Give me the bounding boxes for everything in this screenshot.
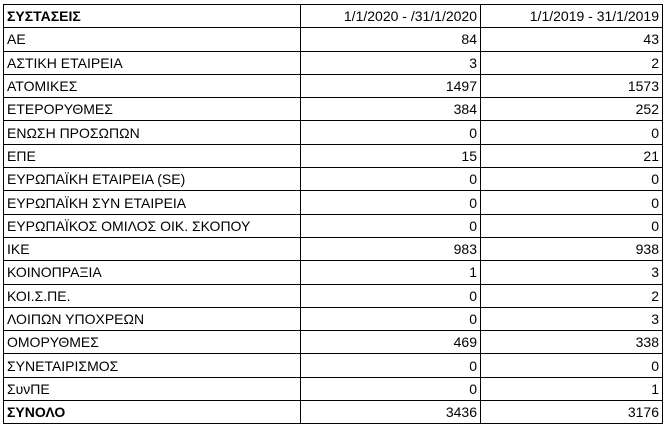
header-row <box>4 5 663 28</box>
row-name: ΚΟΙ.Σ.ΠΕ. <box>4 284 301 307</box>
row-value-2019: 0 <box>481 121 663 144</box>
table-row <box>4 377 663 400</box>
registrations-table <box>3 4 663 424</box>
row-name: ΑΣΤΙΚΗ ΕΤΑΙΡΕΙΑ <box>4 51 301 74</box>
total-value-2020: 3436 <box>301 401 481 424</box>
row-value-2019: 338 <box>481 331 663 354</box>
row-value-2020: 983 <box>301 237 481 260</box>
row-value-2020: 1 <box>301 261 481 284</box>
total-row <box>4 401 663 424</box>
row-name: ΕΥΡΩΠΑΪΚΗ ΕΤΑΙΡΕΙΑ (SE) <box>4 168 301 191</box>
row-value-2020: 1497 <box>301 74 481 97</box>
row-name: ΕΥΡΩΠΑΪΚΗ ΣΥΝ ΕΤΑΙΡΕΙΑ <box>4 191 301 214</box>
table-row <box>4 331 663 354</box>
row-name: ΣυνΠΕ <box>4 377 301 400</box>
row-value-2020: 0 <box>301 284 481 307</box>
row-name: ΕΝΩΣΗ ΠΡΟΣΩΠΩΝ <box>4 121 301 144</box>
row-value-2019: 43 <box>481 28 663 51</box>
row-value-2020: 0 <box>301 354 481 377</box>
table-row <box>4 28 663 51</box>
row-value-2020: 0 <box>301 377 481 400</box>
table-row <box>4 214 663 237</box>
row-value-2019: 0 <box>481 354 663 377</box>
table-row <box>4 354 663 377</box>
row-value-2020: 469 <box>301 331 481 354</box>
total-value-2019: 3176 <box>481 401 663 424</box>
table-row <box>4 261 663 284</box>
table-row <box>4 237 663 260</box>
header-period-2019: 1/1/2019 - 31/1/2019 <box>481 5 663 28</box>
row-value-2019: 2 <box>481 284 663 307</box>
row-value-2019: 0 <box>481 214 663 237</box>
row-value-2020: 3 <box>301 51 481 74</box>
row-value-2019: 938 <box>481 237 663 260</box>
table-row <box>4 98 663 121</box>
row-name: ΙΚΕ <box>4 237 301 260</box>
row-name: ΕΥΡΩΠΑΪΚΟΣ ΟΜΙΛΟΣ ΟΙΚ. ΣΚΟΠΟΥ <box>4 214 301 237</box>
row-name: ΣΥΝΕΤΑΙΡΙΣΜΟΣ <box>4 354 301 377</box>
row-name: ΟΜΟΡΥΘΜΕΣ <box>4 331 301 354</box>
row-value-2019: 0 <box>481 168 663 191</box>
row-value-2019: 21 <box>481 144 663 167</box>
row-value-2020: 15 <box>301 144 481 167</box>
table-row <box>4 284 663 307</box>
table-row <box>4 168 663 191</box>
row-name: ΕΠΕ <box>4 144 301 167</box>
row-value-2020: 0 <box>301 191 481 214</box>
row-value-2020: 0 <box>301 168 481 191</box>
row-value-2020: 0 <box>301 214 481 237</box>
row-value-2020: 0 <box>301 121 481 144</box>
header-name: ΣΥΣΤΑΣΕΙΣ <box>4 5 301 28</box>
row-name: ΑΤΟΜΙΚΕΣ <box>4 74 301 97</box>
row-value-2019: 252 <box>481 98 663 121</box>
row-name: ΑΕ <box>4 28 301 51</box>
row-value-2019: 3 <box>481 307 663 330</box>
row-name: ΚΟΙΝΟΠΡΑΞΙΑ <box>4 261 301 284</box>
row-value-2019: 2 <box>481 51 663 74</box>
table-row <box>4 51 663 74</box>
table-row <box>4 307 663 330</box>
row-value-2019: 1 <box>481 377 663 400</box>
table-row <box>4 74 663 97</box>
row-value-2019: 0 <box>481 191 663 214</box>
row-value-2019: 3 <box>481 261 663 284</box>
row-value-2020: 84 <box>301 28 481 51</box>
row-name: ΛΟΙΠΩΝ ΥΠΟΧΡΕΩΝ <box>4 307 301 330</box>
header-period-2020: 1/1/2020 - /31/1/2020 <box>301 5 481 28</box>
row-value-2019: 1573 <box>481 74 663 97</box>
row-value-2020: 384 <box>301 98 481 121</box>
row-name: ΕΤΕΡΟΡΥΘΜΕΣ <box>4 98 301 121</box>
row-value-2020: 0 <box>301 307 481 330</box>
table-row <box>4 191 663 214</box>
table-row <box>4 121 663 144</box>
table-row <box>4 144 663 167</box>
total-label: ΣΥΝΟΛΟ <box>4 401 301 424</box>
